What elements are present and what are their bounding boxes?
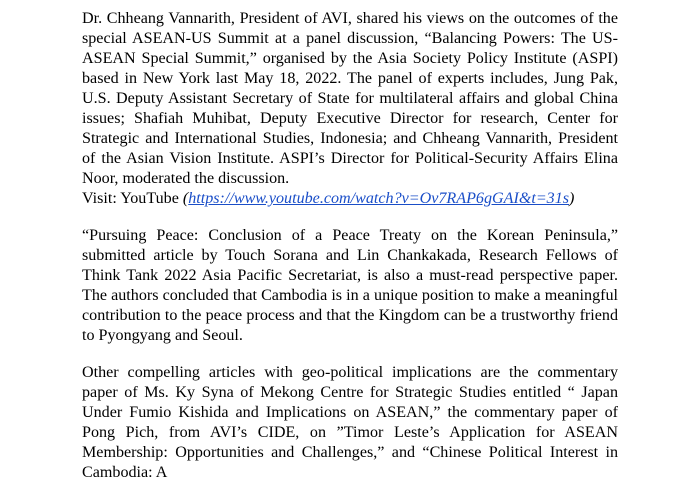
paragraph-korean-peninsula: “Pursuing Peace: Conclusion of a Peace Treaty on the Korean Peninsula,” submitted article by Touch Sorana and Lin Chankakada, Research Fellows of Think Tank 2022 Asia Pacific Secretariat, is also a must-read perspective paper. The authors concluded that Cambodia is in a unique position to make a meaningful contribution to the peace process and that the Kingdom can be a trustworthy friend to Pyongyang and Seoul.	[82, 227, 618, 344]
paragraph-other-articles: Other compelling articles with geo-political implications are the commentary paper of Ms. Ky Syna of Mekong Centre for Strategic Studies entitled “ Japan Under Fumio Kishida and Implications on ASEAN,” the commentary paper of Pong Pich, from AVI’s CIDE, on ”Timor Leste’s Application for ASEAN Membership: Opportunities and Challenges,” and “Chinese Political Interest in Cambodia: A	[82, 364, 618, 481]
paragraph-spacer	[82, 346, 618, 363]
paragraph-asean-us-summit: Dr. Chheang Vannarith, President of AVI, shared his views on the outcomes of the special ASEAN-US Summit at a panel discussion, “Balancing Powers: The US-ASEAN Special Summit,” organised by the Asia Society Policy Institute (ASPI) based in New York last May 18, 2022. The panel of experts includes, Jung Pak, U.S. Deputy Assistant Secretary of State for multilateral affairs and global China issues; Shafiah Muhibat, Deputy Executive Director for research, Center for Strategic and International Studies, Indonesia; and Chheang Vannarith, President of the Asian Vision Institute. ASPI’s Director for Political-Security Affairs Elina Noor, moderated the discussion.	[82, 10, 618, 187]
open-paren: (	[182, 190, 189, 207]
paragraph-spacer	[82, 209, 618, 226]
close-paren: )	[569, 190, 575, 207]
visit-label: Visit: YouTube	[82, 190, 183, 207]
youtube-link[interactable]: https://www.youtube.com/watch?v=Ov7RAP6gGAI&t=31s	[188, 190, 570, 207]
document-page	[82, 9, 618, 483]
visit-youtube-line	[82, 189, 618, 209]
